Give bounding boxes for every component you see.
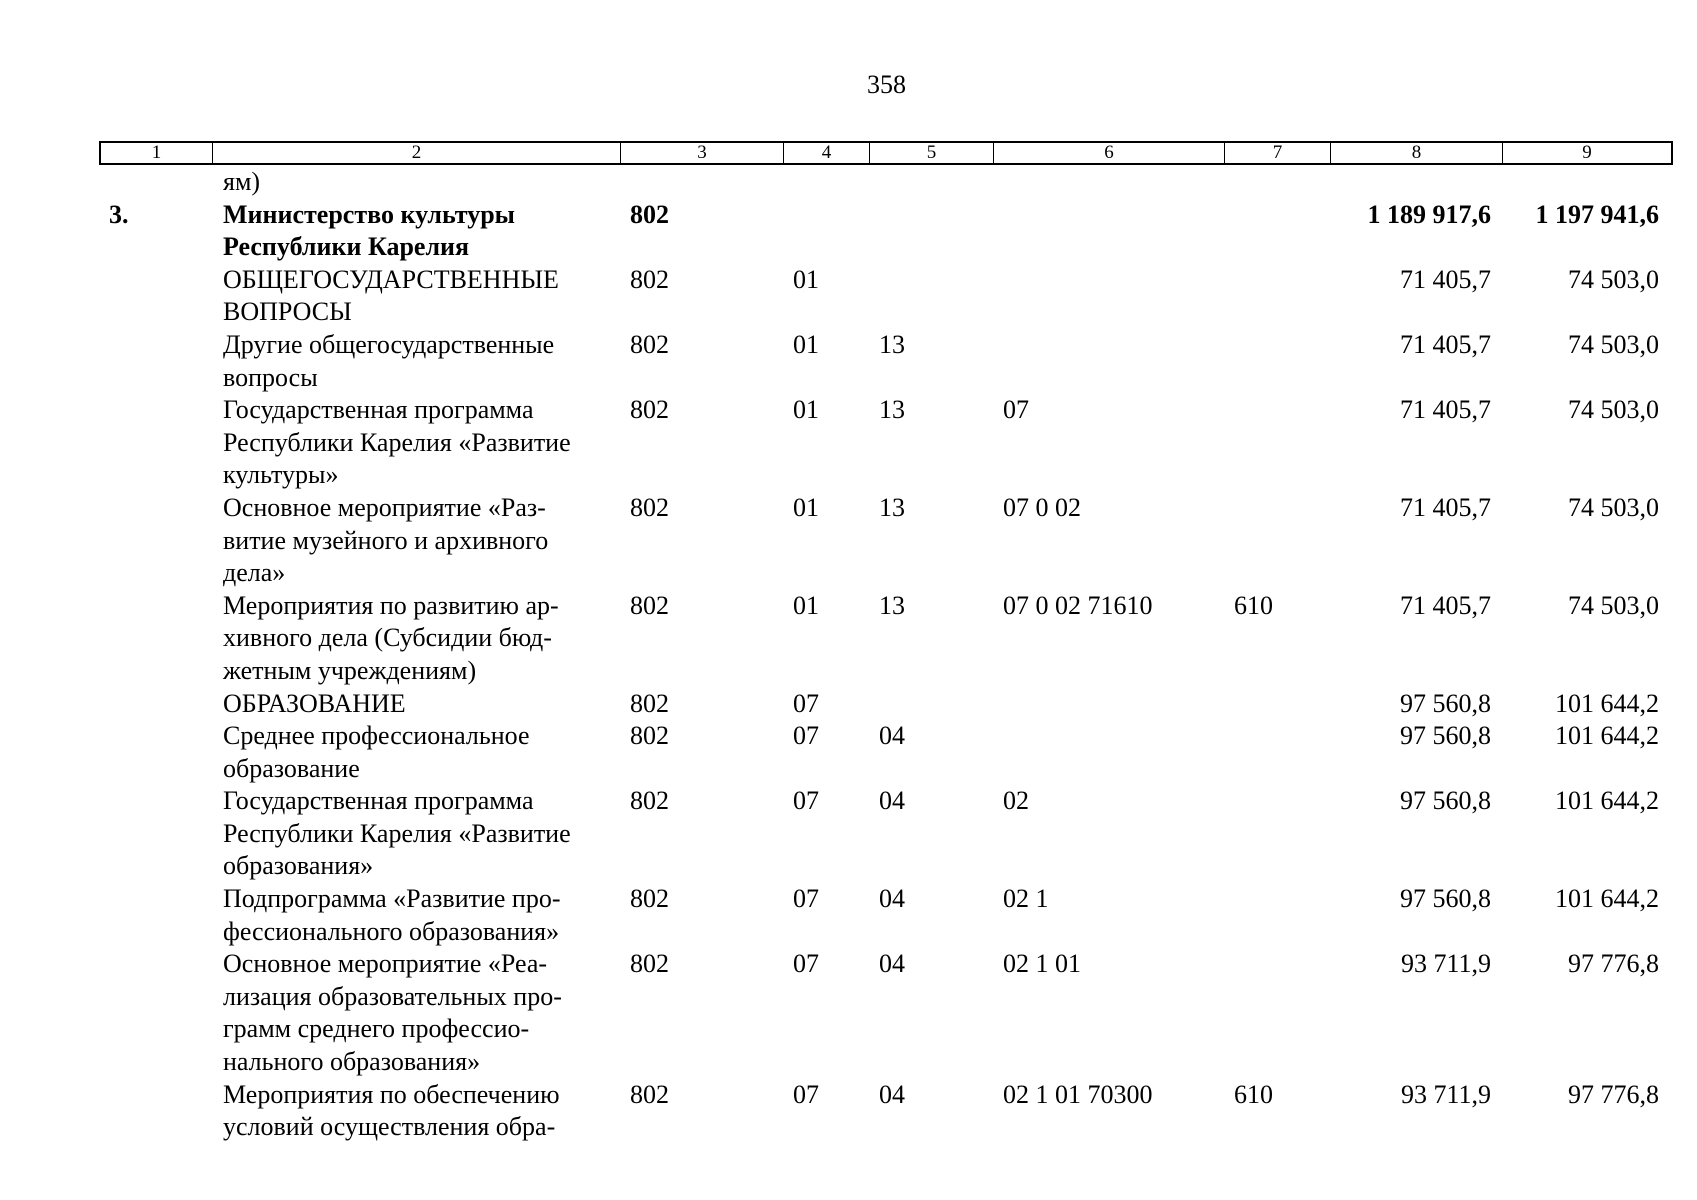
row-target-article-code [992, 329, 1223, 394]
row-number [99, 785, 211, 883]
row-grbs-code: 802 [630, 590, 669, 620]
row-amount-year-2: 74 503,0 [1568, 264, 1659, 294]
row-section-code: 07 [793, 949, 819, 979]
table-row [99, 492, 1669, 590]
row-number [99, 394, 211, 492]
row-number [99, 883, 211, 948]
table-row [99, 590, 1669, 688]
row-name: Основное мероприятие «Раз- витие музейного и архивного дела» [223, 492, 549, 588]
row-grbs-code: 802 [630, 721, 669, 751]
row-number [99, 1079, 211, 1144]
row-grbs-code: 802 [630, 1079, 669, 1109]
column-number-5: 5 [870, 143, 994, 163]
row-name: ОБРАЗОВАНИЕ [223, 688, 406, 718]
row-number [99, 590, 211, 688]
table-row [99, 264, 1669, 329]
row-name: ОБЩЕГОСУДАРСТВЕННЫЕ ВОПРОСЫ [223, 264, 559, 327]
row-name: Государственная программа Республики Карелия «Развитие образования» [223, 786, 571, 881]
table-row [99, 394, 1669, 492]
row-number [99, 720, 211, 785]
row-amount-year-2: 74 503,0 [1568, 492, 1659, 522]
row-grbs-code: 802 [630, 199, 669, 229]
row-target-article-code [992, 264, 1223, 329]
row-amount-year-1: 71 405,7 [1400, 395, 1491, 425]
row-subsection-code [868, 166, 992, 199]
row-number [99, 492, 211, 590]
table-row [99, 688, 1669, 721]
column-number-4: 4 [784, 143, 870, 163]
row-number [99, 688, 211, 721]
row-amount-year-1: 97 560,8 [1400, 786, 1491, 816]
table-row [99, 720, 1669, 785]
row-amount-year-1: 93 711,9 [1400, 949, 1491, 979]
row-grbs-code: 802 [630, 884, 669, 914]
row-expense-type-code [1223, 264, 1329, 329]
row-subsection-code: 13 [879, 492, 905, 522]
budget-table-body [99, 166, 1669, 1144]
row-section-code: 07 [793, 721, 819, 751]
column-number-9: 9 [1582, 142, 1592, 163]
table-row [99, 883, 1669, 948]
row-subsection-code [868, 264, 992, 329]
row-amount-year-1: 71 405,7 [1400, 590, 1491, 620]
table-row [99, 785, 1669, 883]
row-amount-year-2: 74 503,0 [1568, 590, 1659, 620]
row-subsection-code: 13 [879, 329, 905, 359]
table-column-header [99, 141, 1673, 165]
row-name: Мероприятия по развитию ар- хивного дела (Субсидии бюд- жетным учреждениям) [223, 590, 559, 685]
row-amount-year-2: 74 503,0 [1568, 395, 1659, 425]
row-subsection-code [868, 688, 992, 721]
row-target-article-code [992, 720, 1223, 785]
row-grbs-code: 802 [630, 329, 669, 359]
row-number [99, 948, 211, 1078]
row-expense-type-code: 610 [1234, 1079, 1273, 1109]
column-number-1: 1 [101, 143, 213, 163]
row-grbs-code: 802 [630, 264, 669, 294]
row-expense-type-code [1223, 720, 1329, 785]
row-expense-type-code [1223, 492, 1329, 590]
row-target-article-code: 07 0 02 71610 [1003, 590, 1153, 620]
row-name: Министерство культуры Республики Карелия [223, 199, 515, 262]
column-number-7: 7 [1225, 143, 1331, 163]
row-grbs-code: 802 [630, 395, 669, 425]
row-target-article-code: 02 1 01 [1003, 949, 1081, 979]
row-subsection-code [868, 199, 992, 264]
row-subsection-code: 13 [879, 590, 905, 620]
row-amount-year-1: 93 711,9 [1400, 1079, 1491, 1109]
row-section-code: 07 [793, 688, 819, 718]
row-name: Основное мероприятие «Реа- лизация образовательных про- грамм среднего профессио- нального образования» [223, 949, 562, 1077]
row-section-code: 01 [793, 264, 819, 294]
row-target-article-code [992, 688, 1223, 721]
row-section-code: 01 [793, 329, 819, 359]
column-number-3: 3 [621, 143, 784, 163]
row-number [99, 166, 211, 199]
row-target-article-code [992, 166, 1223, 199]
row-section-code [782, 199, 868, 264]
row-expense-type-code: 610 [1234, 590, 1273, 620]
row-section-code: 01 [793, 590, 819, 620]
row-number [99, 264, 211, 329]
row-expense-type-code [1223, 166, 1329, 199]
row-name: ям) [223, 167, 261, 196]
row-expense-type-code [1223, 688, 1329, 721]
row-name: Среднее профессиональное образование [223, 721, 530, 783]
page-number: 358 [867, 70, 906, 99]
row-amount-year-2: 97 776,8 [1568, 949, 1659, 979]
row-target-article-code: 07 0 02 [1003, 492, 1081, 522]
row-amount-year-2: 101 644,2 [1555, 721, 1659, 751]
table-row [99, 948, 1669, 1078]
row-amount-year-1: 71 405,7 [1400, 264, 1491, 294]
row-name: Государственная программа Республики Карелия «Развитие культуры» [223, 395, 571, 490]
column-number-2: 2 [213, 143, 621, 163]
row-target-article-code [992, 199, 1223, 264]
column-number-6: 6 [994, 143, 1225, 163]
row-subsection-code: 04 [879, 884, 905, 914]
row-subsection-code: 13 [879, 395, 905, 425]
row-amount-year-2 [1501, 166, 1669, 199]
row-section-code [782, 166, 868, 199]
table-row [99, 1079, 1669, 1144]
row-grbs-code [619, 166, 782, 199]
row-amount-year-2: 97 776,8 [1568, 1079, 1659, 1109]
row-grbs-code: 802 [630, 786, 669, 816]
row-section-code: 07 [793, 884, 819, 914]
row-amount-year-2: 101 644,2 [1555, 688, 1659, 718]
row-amount-year-2: 1 197 941,6 [1535, 199, 1659, 229]
row-subsection-code: 04 [879, 1079, 905, 1109]
column-number-8: 8 [1331, 143, 1503, 163]
row-expense-type-code [1223, 948, 1329, 1078]
row-target-article-code: 02 [1003, 786, 1029, 816]
row-amount-year-1: 97 560,8 [1400, 884, 1491, 914]
row-section-code: 07 [793, 786, 819, 816]
row-amount-year-1: 71 405,7 [1400, 492, 1491, 522]
table-row [99, 329, 1669, 394]
row-section-code: 01 [793, 492, 819, 522]
row-expense-type-code [1223, 329, 1329, 394]
row-amount-year-1: 71 405,7 [1400, 329, 1491, 359]
row-name: Мероприятия по обеспечению условий осуществления обра- [223, 1079, 560, 1142]
table-row [99, 199, 1669, 264]
row-name: Другие общегосударственные вопросы [223, 329, 555, 392]
row-name: Подпрограмма «Развитие про- фессионального образования» [223, 884, 561, 946]
row-subsection-code: 04 [879, 721, 905, 751]
row-amount-year-1 [1329, 166, 1501, 199]
row-target-article-code: 02 1 [1003, 884, 1049, 914]
row-number: 3. [109, 199, 129, 229]
row-amount-year-2: 101 644,2 [1555, 786, 1659, 816]
row-subsection-code: 04 [879, 786, 905, 816]
row-amount-year-1: 97 560,8 [1400, 688, 1491, 718]
row-grbs-code: 802 [630, 688, 669, 718]
row-number [99, 329, 211, 394]
row-target-article-code: 07 [1003, 395, 1029, 425]
row-expense-type-code [1223, 883, 1329, 948]
row-grbs-code: 802 [630, 492, 669, 522]
row-expense-type-code [1223, 394, 1329, 492]
table-row [99, 166, 1669, 199]
row-section-code: 07 [793, 1079, 819, 1109]
row-expense-type-code [1223, 199, 1329, 264]
row-target-article-code: 02 1 01 70300 [1003, 1079, 1153, 1109]
row-amount-year-1: 1 189 917,6 [1367, 199, 1491, 229]
row-expense-type-code [1223, 785, 1329, 883]
row-amount-year-1: 97 560,8 [1400, 721, 1491, 751]
row-amount-year-2: 74 503,0 [1568, 329, 1659, 359]
row-grbs-code: 802 [630, 949, 669, 979]
row-amount-year-2: 101 644,2 [1555, 884, 1659, 914]
row-section-code: 01 [793, 395, 819, 425]
row-subsection-code: 04 [879, 949, 905, 979]
